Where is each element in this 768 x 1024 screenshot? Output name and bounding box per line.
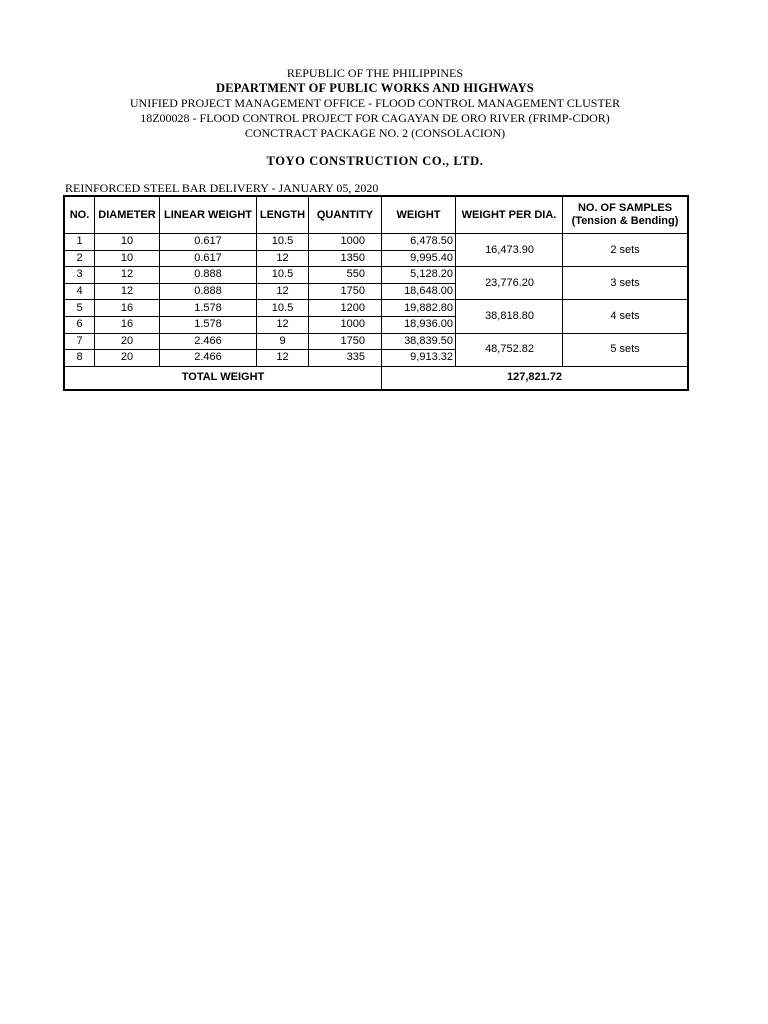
cell-linear-weight: 1.578 <box>160 300 257 317</box>
cell-linear-weight: 0.888 <box>160 283 257 300</box>
cell-no: 8 <box>65 350 95 367</box>
package-line: CONCTRACT PACKAGE NO. 2 (CONSOLACION) <box>244 126 506 140</box>
cell-linear-weight: 2.466 <box>160 333 257 350</box>
cell-length: 10.5 <box>257 300 309 317</box>
cell-quantity: 1750 <box>309 333 382 350</box>
table-row <box>65 267 688 284</box>
department-line: DEPARTMENT OF PUBLIC WORKS AND HIGHWAYS <box>216 81 534 95</box>
table-header-row <box>65 197 688 234</box>
cell-linear-weight: 0.617 <box>160 234 257 251</box>
cell-weight: 6,478.50 <box>382 234 456 251</box>
col-header-no: NO. <box>65 197 95 234</box>
cell-linear-weight: 0.617 <box>160 250 257 267</box>
cell-linear-weight: 1.578 <box>160 316 257 333</box>
cell-linear-weight: 0.888 <box>160 267 257 284</box>
cell-no: 2 <box>65 250 95 267</box>
cell-weight: 9,913.32 <box>382 350 456 367</box>
document-header <box>0 66 750 141</box>
cell-diameter: 10 <box>95 234 160 251</box>
company-name: TOYO CONSTRUCTION CO., LTD. <box>266 154 484 168</box>
cell-weight-per-dia: 48,752.82 <box>456 333 563 366</box>
cell-length: 12 <box>257 283 309 300</box>
col-header-weight-per-dia: WEIGHT PER DIA. <box>456 197 563 234</box>
project-line: 18Z00028 - FLOOD CONTROL PROJECT FOR CAGAYAN DE ORO RIVER (FRIMP-CDOR) <box>140 111 610 125</box>
cell-no: 6 <box>65 316 95 333</box>
total-weight-label: TOTAL WEIGHT <box>65 366 382 389</box>
cell-no: 5 <box>65 300 95 317</box>
cell-samples: 2 sets <box>563 234 688 267</box>
samples-header-line2: (Tension & Bending) <box>571 215 679 227</box>
cell-weight: 38,839.50 <box>382 333 456 350</box>
cell-weight-per-dia: 16,473.90 <box>456 234 563 267</box>
cell-no: 1 <box>65 234 95 251</box>
cell-quantity: 1750 <box>309 283 382 300</box>
cell-length: 10.5 <box>257 234 309 251</box>
cell-weight: 5,128.20 <box>382 267 456 284</box>
office-line: UNIFIED PROJECT MANAGEMENT OFFICE - FLOOD CONTROL MANAGEMENT CLUSTER <box>129 96 621 110</box>
cell-quantity: 1350 <box>309 250 382 267</box>
cell-weight: 9,995.40 <box>382 250 456 267</box>
cell-length: 9 <box>257 333 309 350</box>
cell-quantity: 1000 <box>309 234 382 251</box>
cell-samples: 4 sets <box>563 300 688 333</box>
total-row <box>65 366 688 389</box>
cell-diameter: 16 <box>95 300 160 317</box>
cell-quantity: 335 <box>309 350 382 367</box>
cell-diameter: 16 <box>95 316 160 333</box>
cell-length: 12 <box>257 250 309 267</box>
table-row <box>65 300 688 317</box>
cell-length: 12 <box>257 316 309 333</box>
cell-length: 12 <box>257 350 309 367</box>
delivery-title: REINFORCED STEEL BAR DELIVERY - JANUARY 05, 2020 <box>65 181 379 195</box>
republic-line: REPUBLIC OF THE PHILIPPINES <box>286 66 464 80</box>
cell-diameter: 10 <box>95 250 160 267</box>
cell-quantity: 1200 <box>309 300 382 317</box>
table-row <box>65 333 688 350</box>
col-header-weight: WEIGHT <box>382 197 456 234</box>
cell-quantity: 1000 <box>309 316 382 333</box>
col-header-linear-weight: LINEAR WEIGHT <box>160 197 257 234</box>
cell-weight: 18,648.00 <box>382 283 456 300</box>
samples-header-line1: NO. OF SAMPLES <box>577 202 673 214</box>
col-header-diameter: DIAMETER <box>95 197 160 234</box>
total-weight-value: 127,821.72 <box>382 366 688 389</box>
cell-linear-weight: 2.466 <box>160 350 257 367</box>
cell-diameter: 20 <box>95 350 160 367</box>
cell-weight: 19,882.80 <box>382 300 456 317</box>
col-header-length: LENGTH <box>257 197 309 234</box>
cell-diameter: 12 <box>95 267 160 284</box>
cell-weight-per-dia: 23,776.20 <box>456 267 563 300</box>
table-row <box>65 234 688 251</box>
cell-weight: 18,936.00 <box>382 316 456 333</box>
cell-samples: 3 sets <box>563 267 688 300</box>
steel-bar-delivery-table <box>64 196 688 390</box>
cell-diameter: 12 <box>95 283 160 300</box>
cell-no: 7 <box>65 333 95 350</box>
cell-quantity: 550 <box>309 267 382 284</box>
cell-weight-per-dia: 38,818.80 <box>456 300 563 333</box>
cell-length: 10.5 <box>257 267 309 284</box>
cell-samples: 5 sets <box>563 333 688 366</box>
col-header-samples <box>563 197 688 234</box>
cell-diameter: 20 <box>95 333 160 350</box>
cell-no: 3 <box>65 267 95 284</box>
col-header-quantity: QUANTITY <box>309 197 382 234</box>
cell-no: 4 <box>65 283 95 300</box>
